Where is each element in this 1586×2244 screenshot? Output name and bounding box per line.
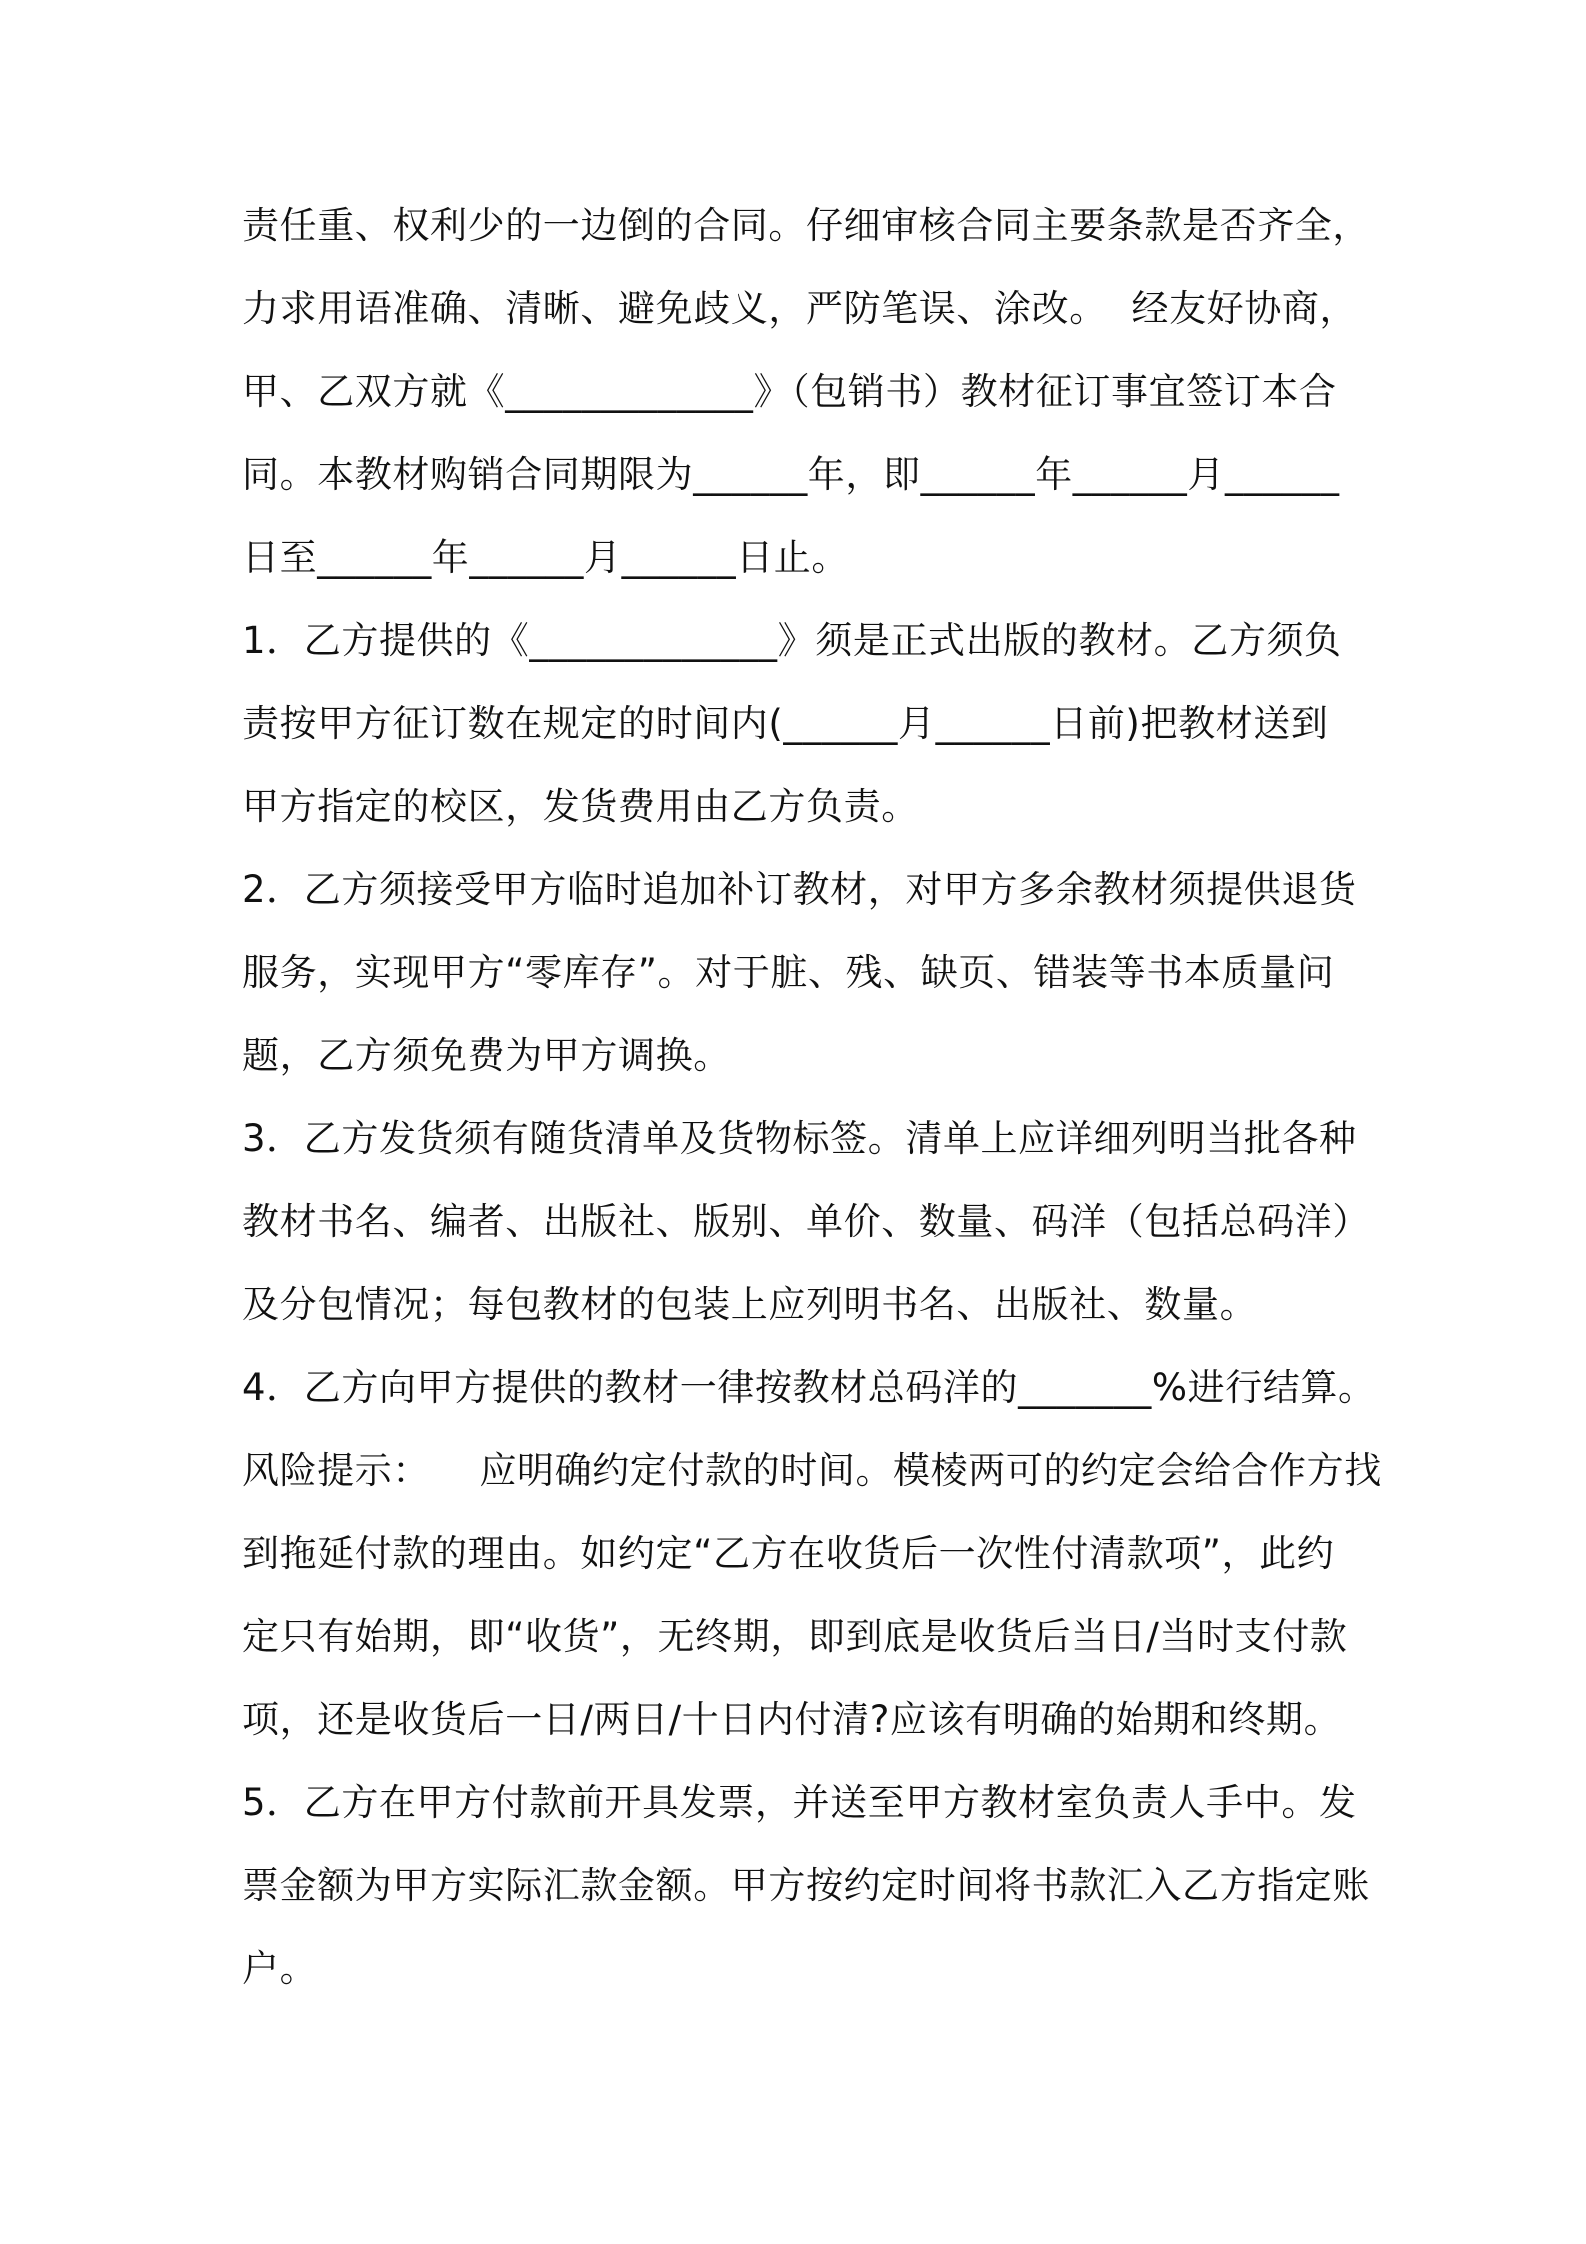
risk-note-line: 项，还是收货后一日/两日/十日内付清?应该有明确的始期和终期。 xyxy=(242,1698,1342,1741)
text-line: 甲、乙双方就《_____________》（包销书）教材征订事宜签订本合 xyxy=(242,370,1337,413)
clause-2-line: 题，乙方须免费为甲方调换。 xyxy=(242,1034,731,1077)
clause-5-line: 户。 xyxy=(242,1947,318,1990)
clause-3-line: 教材书名、编者、出版社、版别、单价、数量、码洋（包括总码洋） xyxy=(242,1200,1370,1243)
text-line: 力求用语准确、清晰、避免歧义，严防笔误、涂改。 经友好协商， xyxy=(242,287,1358,330)
clause-2-line: 服务，实现甲方“零库存”。对于脏、残、缺页、错装等书本质量问 xyxy=(242,951,1335,994)
text-line: 责任重、权利少的一边倒的合同。仔细审核合同主要条款是否齐全， xyxy=(242,204,1370,247)
text-line: 同。本教材购销合同期限为______年，即______年______月______ xyxy=(242,453,1340,496)
clause-2-line: 2．乙方须接受甲方临时追加补订教材，对甲方多余教材须提供退货 xyxy=(242,868,1357,911)
clause-1-line: 1．乙方提供的《_____________》须是正式出版的教材。乙方须负 xyxy=(242,619,1342,662)
clause-4-line: 4．乙方向甲方提供的教材一律按教材总码洋的_______%进行结算。 xyxy=(242,1366,1376,1409)
risk-note-line: 到拖延付款的理由。如约定“乙方在收货后一次性付清款项”，此约 xyxy=(242,1532,1335,1575)
clause-5-line: 票金额为甲方实际汇款金额。甲方按约定时间将书款汇入乙方指定账 xyxy=(242,1864,1370,1907)
clause-5-line: 5．乙方在甲方付款前开具发票，并送至甲方教材室负责人手中。发 xyxy=(242,1781,1357,1824)
clause-3-line: 及分包情况；每包教材的包装上应列明书名、出版社、数量。 xyxy=(242,1283,1258,1326)
risk-note-line: 风险提示： 应明确约定付款的时间。模棱两可的约定会给合作方找 xyxy=(242,1449,1382,1492)
text-line: 日至______年______月______日止。 xyxy=(242,536,849,579)
clause-1-line: 甲方指定的校区，发货费用由乙方负责。 xyxy=(242,785,919,828)
clause-1-line: 责按甲方征订数在规定的时间内(______月______日前)把教材送到 xyxy=(242,702,1329,745)
clause-3-line: 3．乙方发货须有随货清单及货物标签。清单上应详细列明当批各种 xyxy=(242,1117,1357,1160)
risk-note-line: 定只有始期，即“收货”，无终期，即到底是收货后当日/当时支付款 xyxy=(242,1615,1348,1658)
